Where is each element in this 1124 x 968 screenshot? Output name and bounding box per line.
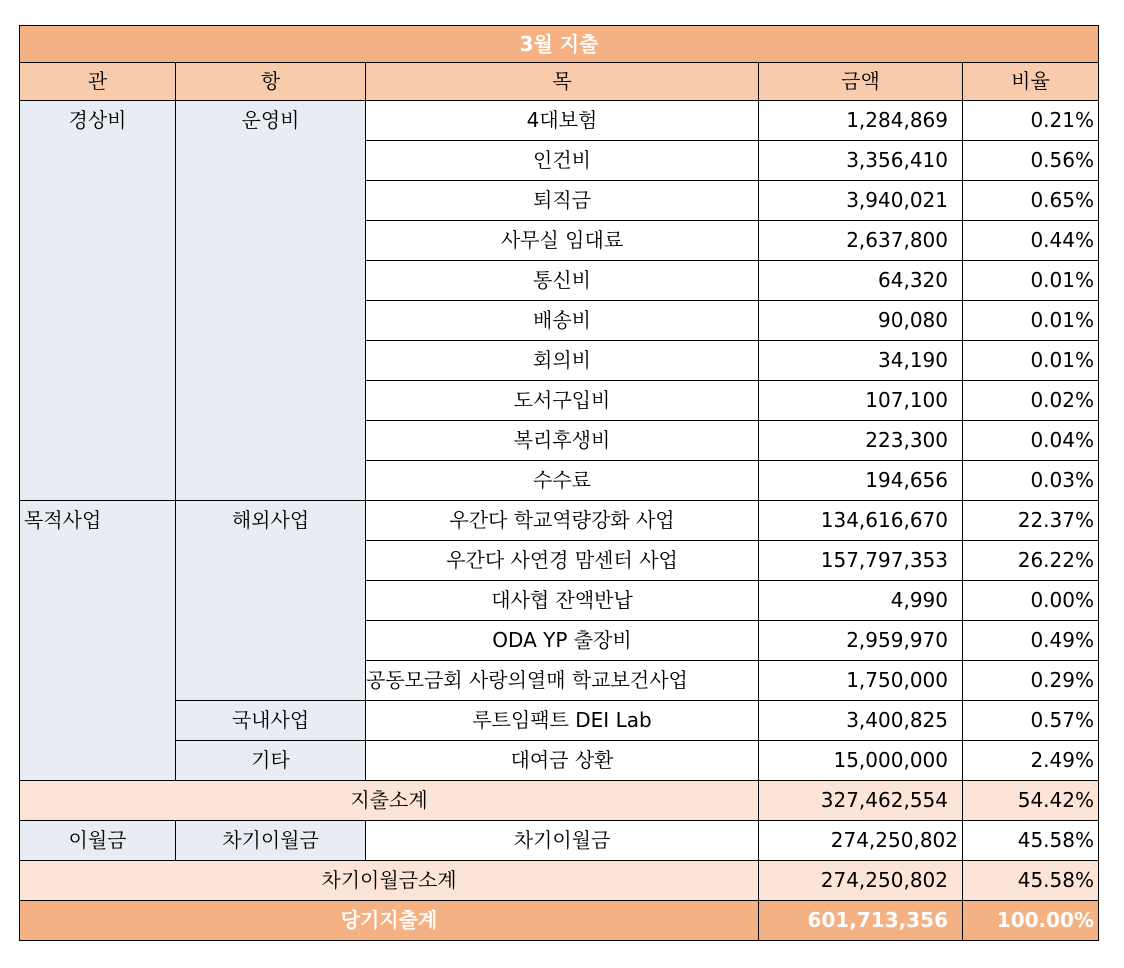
table-row	[20, 821, 1099, 861]
ratio-cell: 0.49%	[963, 621, 1099, 661]
amount-cell: 4,990	[759, 581, 963, 621]
amount-cell: 34,190	[759, 341, 963, 381]
header-mok: 목	[366, 63, 759, 101]
ratio-cell: 0.57%	[963, 701, 1099, 741]
amount-cell: 2,637,800	[759, 221, 963, 261]
mok-cell: 차기이월금	[366, 821, 759, 861]
mok-cell: 도서구입비	[366, 381, 759, 421]
ratio-cell: 45.58%	[963, 821, 1099, 861]
mok-cell: 공동모금회 사랑의열매 학교보건사업	[366, 661, 759, 701]
subtotal-amount: 327,462,554	[759, 781, 963, 821]
carry-subtotal-amount: 274,250,802	[759, 861, 963, 901]
ratio-cell: 2.49%	[963, 741, 1099, 781]
mok-cell: 인건비	[366, 141, 759, 181]
mok-cell: 대여금 상환	[366, 741, 759, 781]
hang-cell: 운영비	[176, 101, 366, 501]
mok-cell: 4대보험	[366, 101, 759, 141]
mok-cell: ODA YP 출장비	[366, 621, 759, 661]
mok-cell: 사무실 임대료	[366, 221, 759, 261]
hang-cell: 차기이월금	[176, 821, 366, 861]
amount-cell: 3,940,021	[759, 181, 963, 221]
amount-cell: 3,356,410	[759, 141, 963, 181]
amount-cell: 223,300	[759, 421, 963, 461]
ratio-cell: 26.22%	[963, 541, 1099, 581]
subtotal-row	[20, 781, 1099, 821]
ratio-cell: 0.44%	[963, 221, 1099, 261]
carry-subtotal-label: 차기이월금소계	[20, 861, 759, 901]
ratio-cell: 0.65%	[963, 181, 1099, 221]
amount-cell: 194,656	[759, 461, 963, 501]
mok-cell: 회의비	[366, 341, 759, 381]
amount-cell: 134,616,670	[759, 501, 963, 541]
amount-cell: 157,797,353	[759, 541, 963, 581]
hang-cell: 국내사업	[176, 701, 366, 741]
table-row	[20, 701, 1099, 741]
hang-cell: 기타	[176, 741, 366, 781]
carry-subtotal-row	[20, 861, 1099, 901]
ratio-cell: 0.02%	[963, 381, 1099, 421]
expense-table	[19, 25, 1099, 941]
mok-cell: 통신비	[366, 261, 759, 301]
table-row	[20, 501, 1099, 541]
grand-total-ratio: 100.00%	[963, 901, 1099, 941]
mok-cell: 루트임팩트 DEI Lab	[366, 701, 759, 741]
gwan-cell: 목적사업	[20, 501, 176, 781]
table-row	[20, 741, 1099, 781]
ratio-cell: 0.04%	[963, 421, 1099, 461]
amount-cell: 90,080	[759, 301, 963, 341]
table-row	[20, 101, 1099, 141]
amount-cell: 1,750,000	[759, 661, 963, 701]
mok-cell: 우간다 사연경 맘센터 사업	[366, 541, 759, 581]
table-title: 3월 지출	[20, 26, 1099, 63]
carry-subtotal-ratio: 45.58%	[963, 861, 1099, 901]
mok-cell: 퇴직금	[366, 181, 759, 221]
gwan-cell: 이월금	[20, 821, 176, 861]
header-amount: 금액	[759, 63, 963, 101]
ratio-cell: 0.01%	[963, 301, 1099, 341]
ratio-cell: 0.29%	[963, 661, 1099, 701]
header-gwan: 관	[20, 63, 176, 101]
mok-cell: 복리후생비	[366, 421, 759, 461]
ratio-cell: 0.56%	[963, 141, 1099, 181]
amount-cell: 1,284,869	[759, 101, 963, 141]
grand-total-row	[20, 901, 1099, 941]
mok-cell: 대사협 잔액반납	[366, 581, 759, 621]
subtotal-ratio: 54.42%	[963, 781, 1099, 821]
ratio-cell: 0.00%	[963, 581, 1099, 621]
amount-cell: 107,100	[759, 381, 963, 421]
ratio-cell: 0.01%	[963, 341, 1099, 381]
amount-cell: 15,000,000	[759, 741, 963, 781]
mok-cell: 수수료	[366, 461, 759, 501]
amount-cell: 274,250,802	[759, 821, 963, 861]
mok-cell: 배송비	[366, 301, 759, 341]
grand-total-amount: 601,713,356	[759, 901, 963, 941]
amount-cell: 64,320	[759, 261, 963, 301]
gwan-cell: 경상비	[20, 101, 176, 501]
header-ratio: 비율	[963, 63, 1099, 101]
ratio-cell: 0.01%	[963, 261, 1099, 301]
amount-cell: 3,400,825	[759, 701, 963, 741]
ratio-cell: 0.03%	[963, 461, 1099, 501]
mok-cell: 우간다 학교역량강화 사업	[366, 501, 759, 541]
amount-cell: 2,959,970	[759, 621, 963, 661]
subtotal-label: 지출소계	[20, 781, 759, 821]
ratio-cell: 0.21%	[963, 101, 1099, 141]
grand-total-label: 당기지출계	[20, 901, 759, 941]
header-hang: 항	[176, 63, 366, 101]
hang-cell: 해외사업	[176, 501, 366, 701]
ratio-cell: 22.37%	[963, 501, 1099, 541]
